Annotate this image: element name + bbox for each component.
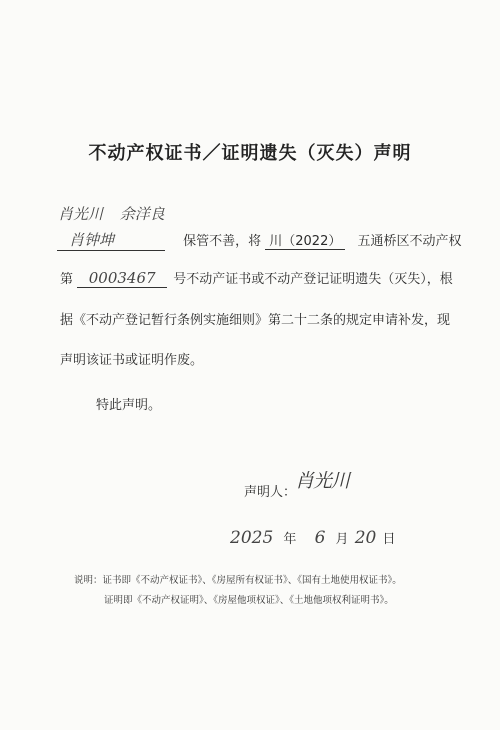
owner-name-line1 [58, 203, 165, 224]
closing-text: 特此声明。 [96, 398, 162, 413]
document-title: 不动产权证书／证明遗失（灭失）声明 [88, 143, 412, 164]
owner-name-2: 余洋良 [119, 205, 165, 223]
declarant-label: 声明人： [244, 485, 297, 500]
date-month-label: 月 [335, 532, 349, 547]
statement-text-1a: 保管不善，将 [183, 234, 262, 249]
date-year-label: 年 [283, 532, 297, 547]
statement-text-1c: 五通桥区不动产权 [357, 234, 462, 249]
note-line-1: 说明：证书即《不动产权证书》、《房屋所有权证书》、《国有土地使用权证书》。 [74, 575, 402, 586]
note-line-2: 证明即《不动产权证明》、《房屋他项权证》、《土地他项权利证明书》。 [104, 595, 394, 606]
cert-number: 0003467 [77, 269, 167, 288]
statement-line-2 [60, 268, 453, 288]
statement-text-2c: 号不动产证书或不动产登记证明遗失（灭失），根 [173, 272, 453, 287]
declarant-signature: 肖光川 [295, 470, 350, 492]
date-year: 2025 [230, 528, 274, 548]
statement-text-2a: 第 [60, 272, 74, 287]
date-month: 6 [314, 528, 326, 548]
statement-line-3: 据《不动产登记暂行条例实施细则》第二十二条的规定申请补发，现 [60, 313, 451, 328]
statement-line-4: 声明该证书或证明作废。 [60, 353, 204, 368]
owner-name-3: 肖钟坤 [57, 229, 165, 251]
declaration-date [230, 528, 395, 548]
statement-line-1 [57, 229, 461, 251]
owner-name-1: 肖光川 [58, 205, 104, 223]
cert-prefix: 川（2022） [265, 230, 345, 250]
date-day-label: 日 [382, 532, 396, 547]
date-day: 20 [354, 528, 377, 548]
